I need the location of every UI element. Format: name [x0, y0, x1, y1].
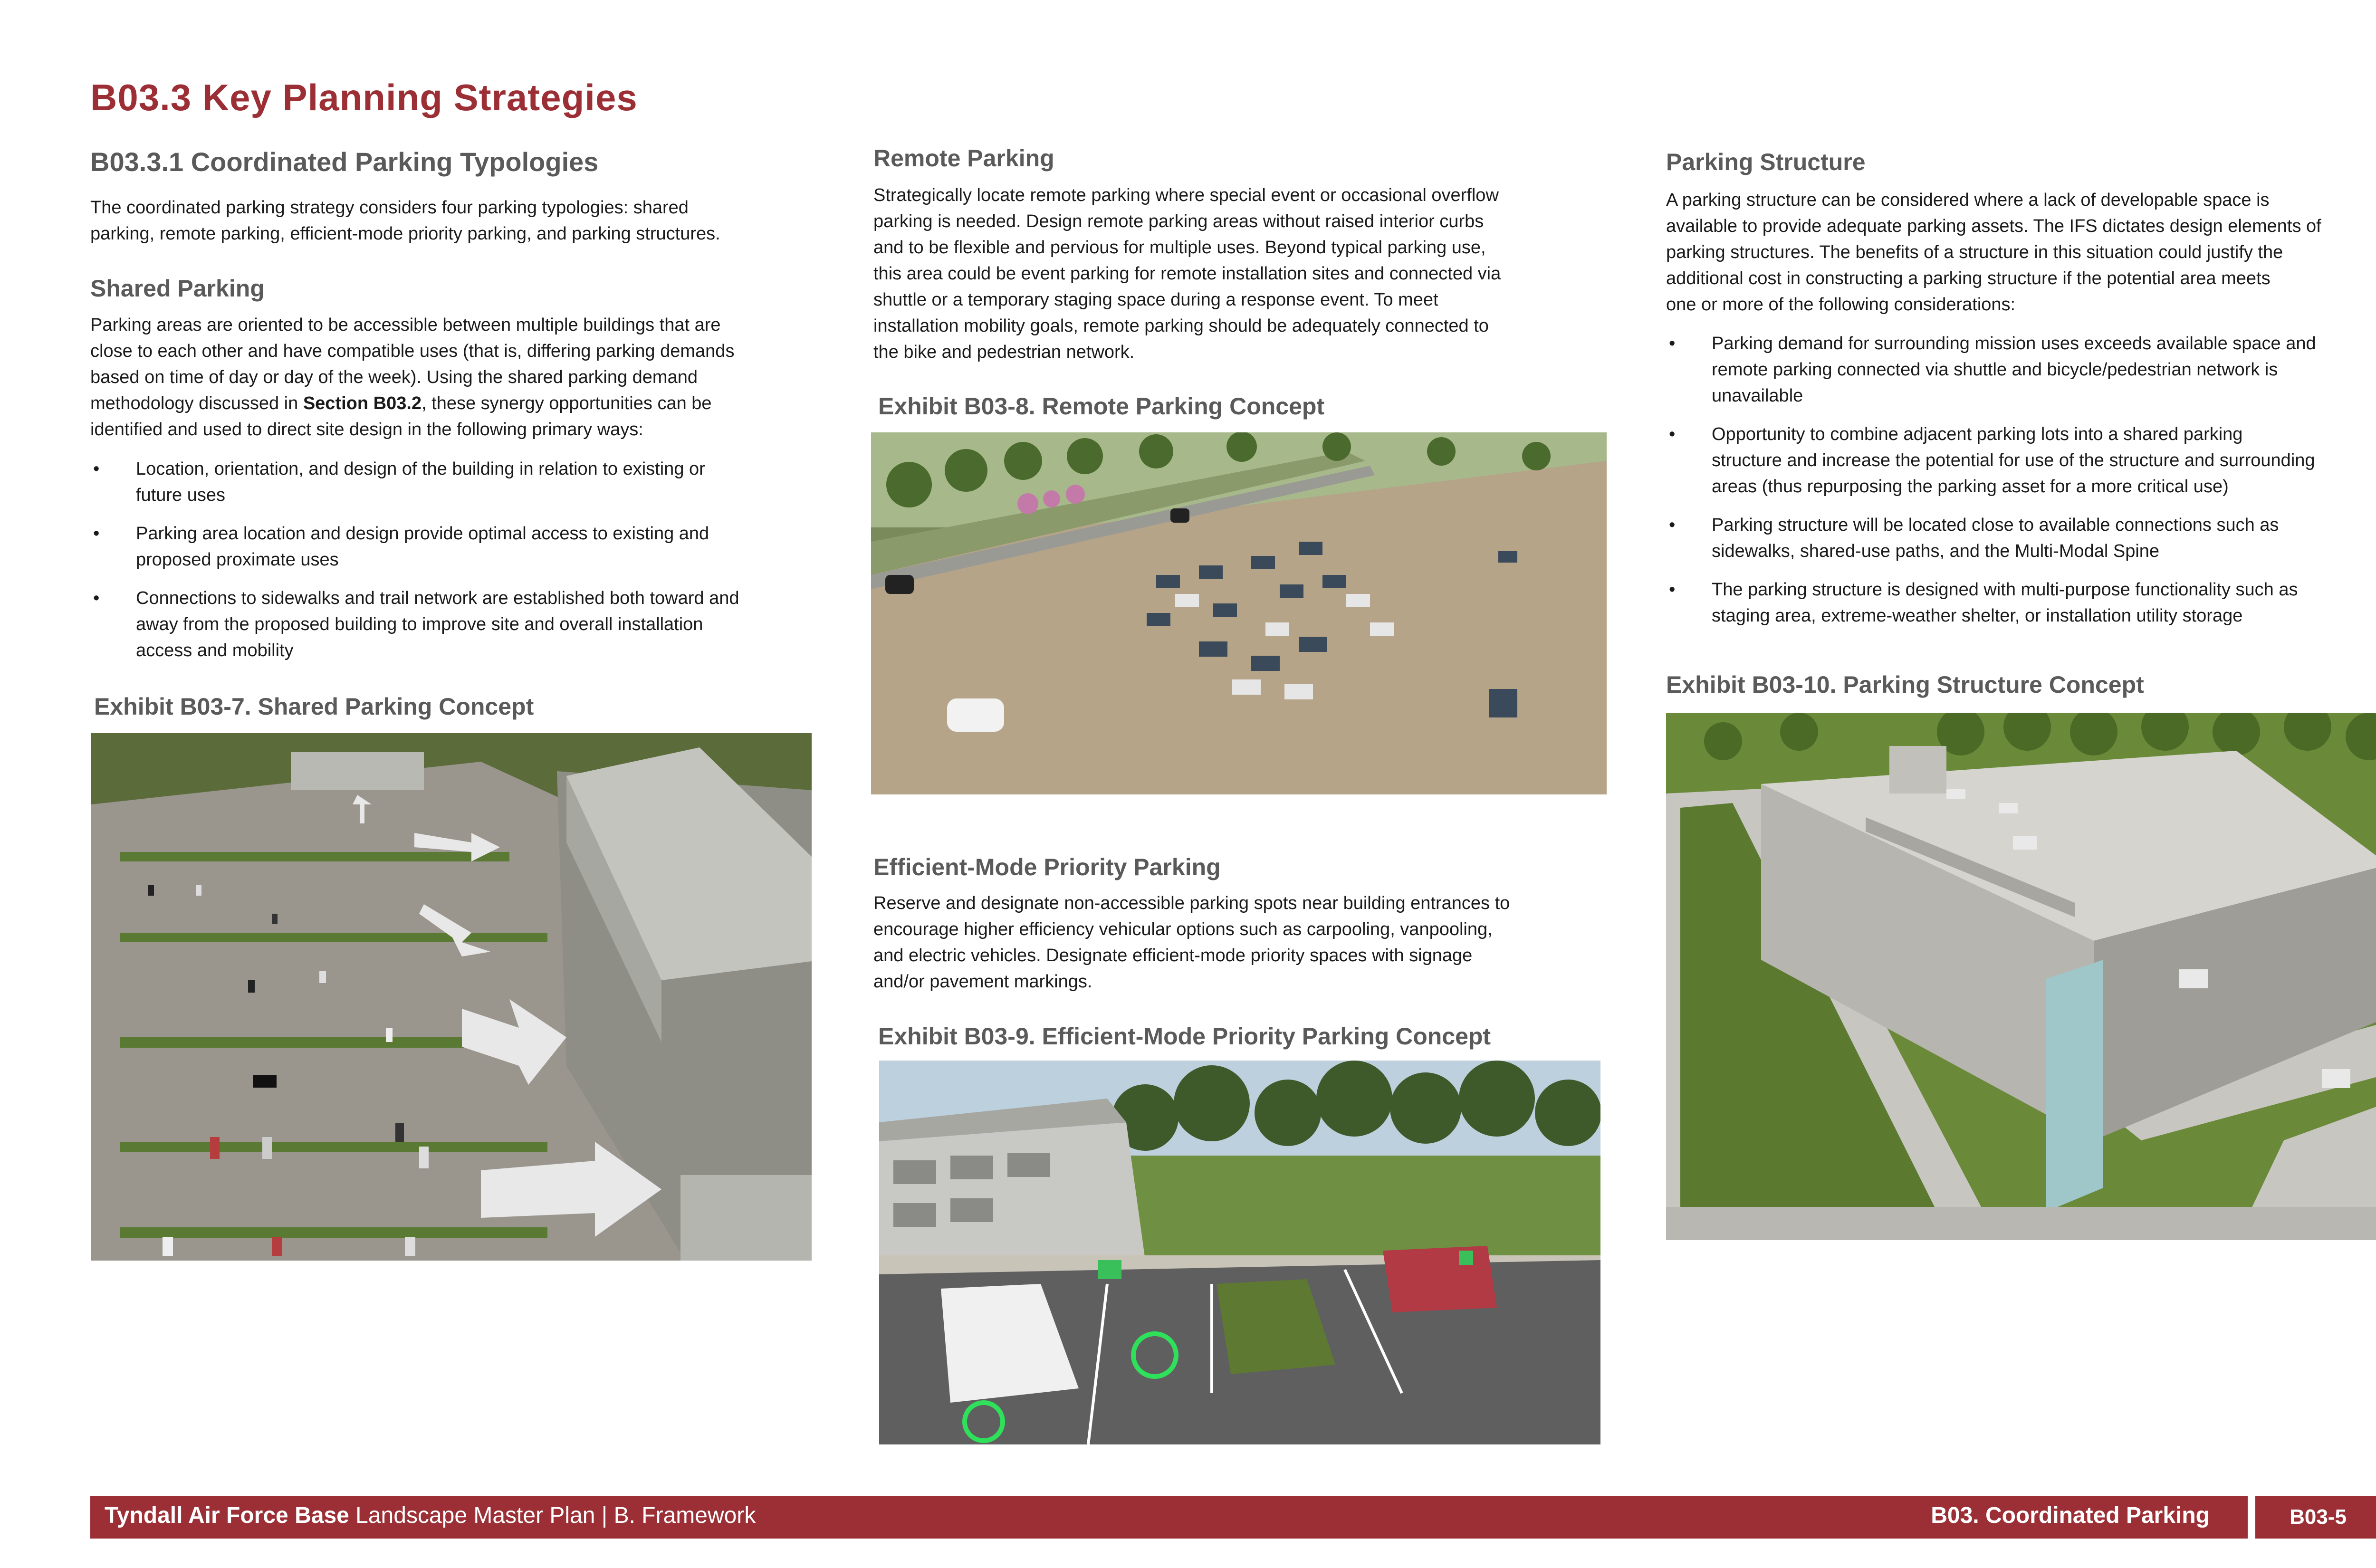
parking-structure-image [1666, 713, 2376, 1240]
page-number: B03-5 [2255, 1496, 2376, 1539]
efficient-mode-paragraph: Reserve and designate non-accessible parking spots near building entrances to encourage higher efficiency vehicular options such as carpooling, vanpooling, and electric vehicles. Designate efficient-mode priority spaces with signage and/or pavement markings. [873, 893, 1510, 992]
list-item: • Opportunity to combine adjacent parking lots into a shared parking structure and increase the potential for use of the structure and surrounding areas (thus repurposing the parking asset for a more critical use) [1669, 424, 2315, 497]
list-item: • Location, orientation, and design of the building in relation to existing or future uses [93, 459, 705, 505]
list-item: • Parking area location and design provide optimal access to existing and proposed proximate uses [93, 524, 709, 570]
footer-document-title: Tyndall Air Force Base Landscape Master Plan | B. Framework [105, 1503, 756, 1528]
parking-structure-bullets [1666, 331, 2376, 641]
shared-parking-image [91, 733, 812, 1261]
footer-section: B03. Coordinated Parking [1931, 1503, 2210, 1528]
list-item: • Connections to sidewalks and trail network are established both toward and away from the proposed building to improve site and overall installation access and mobility [93, 588, 739, 660]
shared-parking-paragraph: Parking areas are oriented to be accessible between multiple buildings that are close to each other and have compatible uses (that is, differing parking demands based on time of day or day of the week). Using the shared parking demand methodology discussed in Section B03.2, these synergy opportunities can be identified and used to direct site design in the following primary ways: [90, 315, 735, 440]
section-heading: B03.3.1 Coordinated Parking Typologies [90, 147, 599, 177]
parking-structure-heading: Parking Structure [1666, 149, 1866, 175]
list-item: • Parking demand for surrounding mission uses exceeds available space and remote parking connected via shuttle and bicycle/pedestrian network is unavailable [1669, 334, 2316, 406]
intro-paragraph: The coordinated parking strategy considers four parking typologies: shared parking, remote parking, efficient-mode priority parking, and parking structures. [90, 198, 720, 244]
parking-structure-paragraph: A parking structure can be considered where a lack of developable space is available to provide adequate parking assets. The IFS dictates design elements of parking structures. The benefits of a structure in this situation could justify the additional cost in constructing a parking structure if the potential area meets one or more of the following considerations: [1666, 190, 2321, 315]
exhibit-caption: Exhibit B03-8. Remote Parking Concept [878, 393, 1325, 420]
remote-parking-paragraph: Strategically locate remote parking where special event or occasional overflow parking is needed. Design remote parking areas without raised interior curbs and to be flexible and pervious for multiple uses. Beyond typical parking use, this area could be event parking for remote installation sites and connected via shuttle or a temporary staging space during a response event. To meet installation mobility goals, remote parking should be adequately connected to the bike and pedestrian network. [873, 185, 1501, 362]
efficient-mode-image [879, 1061, 1600, 1444]
exhibit-caption: Exhibit B03-9. Efficient-Mode Priority Parking Concept [878, 1023, 1491, 1050]
footer-base-name: Tyndall Air Force Base [105, 1503, 349, 1528]
remote-parking-image [871, 432, 1607, 794]
remote-parking-heading: Remote Parking [873, 145, 1054, 172]
list-item: • The parking structure is designed with multi-purpose functionality such as staging area, extreme-weather shelter, or installation utility storage [1669, 580, 2298, 626]
footer-bar [90, 1496, 2248, 1539]
efficient-mode-heading: Efficient-Mode Priority Parking [873, 854, 1221, 880]
exhibit-caption: Exhibit B03-7. Shared Parking Concept [94, 693, 534, 720]
page-title: B03.3 Key Planning Strategies [90, 76, 638, 118]
exhibit-caption: Exhibit B03-10. Parking Structure Concept [1666, 671, 2144, 698]
list-item: • Parking structure will be located close to available connections such as sidewalks, shared-use paths, and the Multi-Modal Spine [1669, 515, 2279, 561]
section-reference: Section B03.2 [303, 393, 422, 413]
shared-parking-bullets [90, 456, 832, 676]
shared-parking-heading: Shared Parking [90, 275, 265, 302]
